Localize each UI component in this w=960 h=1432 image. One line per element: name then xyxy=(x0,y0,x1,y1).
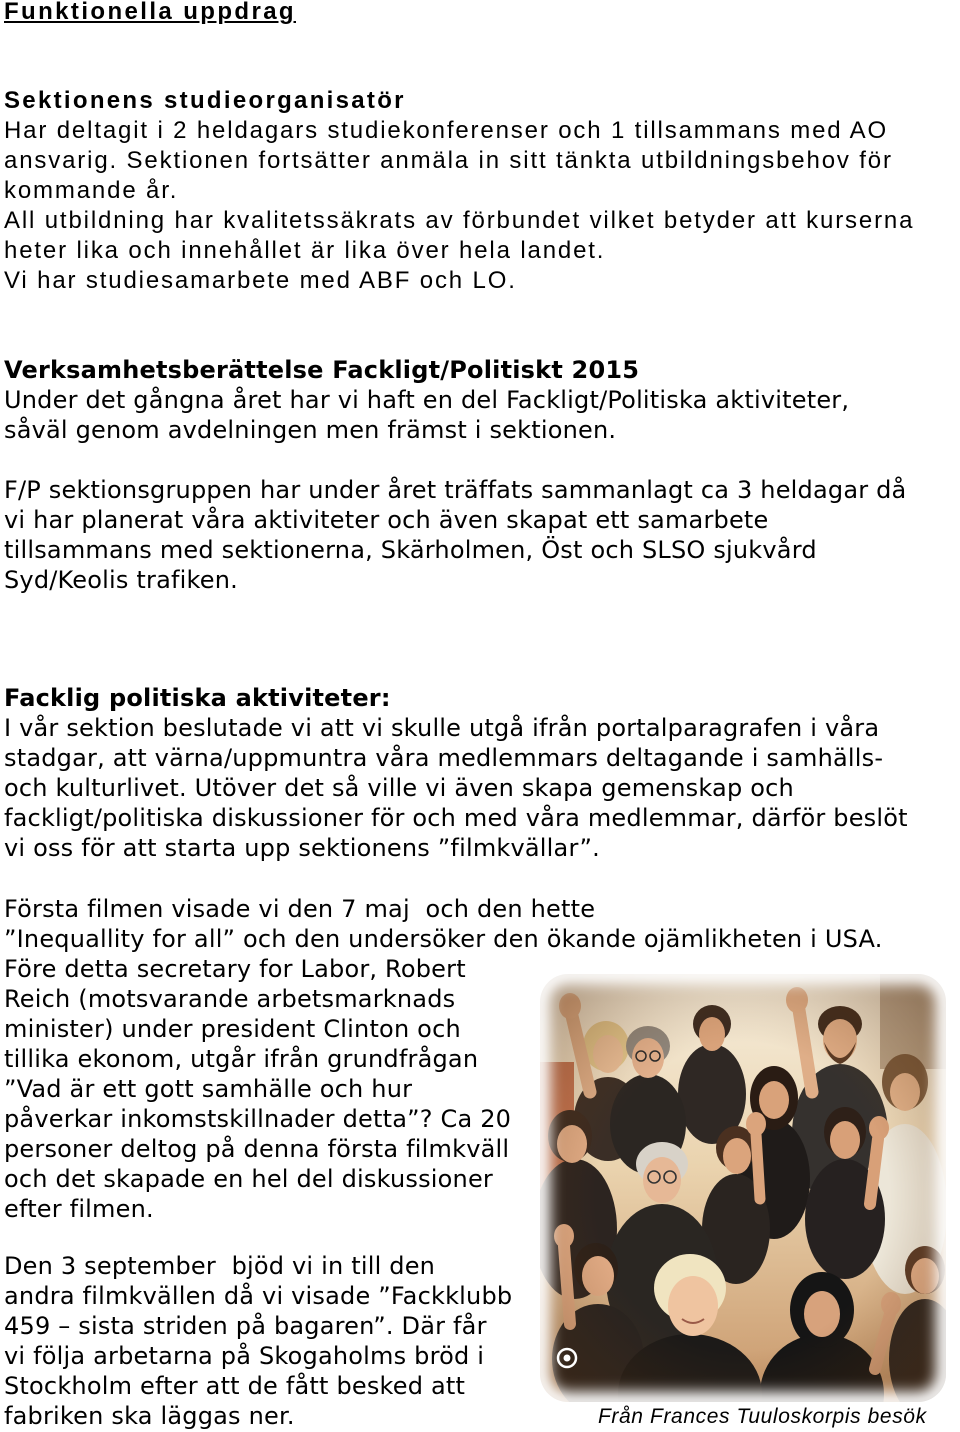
paragraph-line: F/P sektionsgruppen har under året träffats sammanlagt ca 3 heldagar då xyxy=(4,476,907,504)
paragraph-line: andra filmkvällen då vi visade ”Fackklubb xyxy=(4,1282,513,1310)
paragraph-line: Syd/Keolis trafiken. xyxy=(4,566,238,594)
paragraph-line: minister) under president Clinton och xyxy=(4,1015,461,1043)
page-title: Funktionella uppdrag xyxy=(4,0,296,25)
group-photo-image xyxy=(540,974,946,1402)
paragraph-line: personer deltog på denna första filmkväll xyxy=(4,1135,510,1163)
activities-section xyxy=(4,683,908,863)
paragraph-line: fabriken ska läggas ner. xyxy=(4,1402,295,1430)
second-film-paragraph xyxy=(4,1251,512,1431)
paragraph-line: Vi har studiesamarbete med ABF och LO. xyxy=(4,267,517,294)
paragraph-line: tillsammans med sektionerna, Skärholmen, Öst och SLSO sjukvård xyxy=(4,536,817,564)
paragraph-line: och kulturlivet. Utöver det så ville vi även skapa gemenskap och xyxy=(4,774,794,802)
paragraph-line: Den 3 september bjöd vi in till den xyxy=(4,1252,436,1280)
section-heading: Verksamhetsberättelse Fackligt/Politiskt 2015 xyxy=(4,356,640,384)
paragraph-line: och det skapade en hel del diskussioner xyxy=(4,1165,493,1193)
paragraph-line: vi oss för att starta upp sektionens ”filmkvällar”. xyxy=(4,834,600,862)
paragraph-line: heter lika och innehållet är lika över hela landet. xyxy=(4,237,606,264)
paragraph-line: 459 – sista striden på bagaren”. Där får xyxy=(4,1312,487,1340)
paragraph-line: Under det gångna året har vi haft en del Fackligt/Politiska aktiviteter, xyxy=(4,386,850,414)
paragraph-line: vi har planerat våra aktiviteter och även skapat ett samarbete xyxy=(4,506,769,534)
paragraph-line: Stockholm efter att de fått besked att xyxy=(4,1372,466,1400)
paragraph-line: vi följa arbetarna på Skogaholms bröd i xyxy=(4,1342,485,1370)
paragraph-line: I vår sektion beslutade vi att vi skulle utgå ifrån portalparagrafen i våra xyxy=(4,714,880,742)
paragraph-line: fackligt/politiska diskussioner för och med våra medlemmar, därför beslöt xyxy=(4,804,908,832)
photo-caption: Från Frances Tuuloskorpis besök xyxy=(598,1405,927,1428)
paragraph-line: Reich (motsvarande arbetsmarknads xyxy=(4,985,456,1013)
annual-report-section xyxy=(4,355,849,445)
photo-vignette xyxy=(540,974,946,1402)
paragraph-line: efter filmen. xyxy=(4,1195,154,1223)
paragraph-line: Har deltagit i 2 heldagars studiekonferenser och 1 tillsammans med AO xyxy=(4,117,889,144)
fp-group-paragraph xyxy=(4,475,906,595)
page-header xyxy=(4,0,296,26)
paragraph-line: tillika ekonom, utgår ifrån grundfrågan xyxy=(4,1045,479,1073)
section-heading: Sektionens studieorganisatör xyxy=(4,87,406,114)
paragraph-line: kommande år. xyxy=(4,177,179,204)
paragraph-line: stadgar, att värna/uppmuntra våra medlemmars deltagande i samhälls- xyxy=(4,744,884,772)
paragraph-line: ”Vad är ett gott samhälle och hur xyxy=(4,1075,413,1103)
paragraph-line: All utbildning har kvalitetssäkrats av förbundet vilket betyder att kurserna xyxy=(4,207,915,234)
study-organizer-section xyxy=(4,86,914,296)
section-heading: Facklig politiska aktiviteter: xyxy=(4,684,391,712)
paragraph-line: Före detta secretary for Labor, Robert xyxy=(4,955,466,983)
group-photo xyxy=(540,974,946,1402)
paragraph-line: ansvarig. Sektionen fortsätter anmäla in sitt tänkta utbildningsbehov för xyxy=(4,147,893,174)
paragraph-line: ”Inequallity for all” och den undersöker den ökande ojämlikheten i USA. xyxy=(4,925,883,953)
paragraph-line: påverkar inkomstskillnader detta”? Ca 20 xyxy=(4,1105,512,1133)
paragraph-line: såväl genom avdelningen men främst i sektionen. xyxy=(4,416,617,444)
paragraph-line: Första filmen visade vi den 7 maj och den hette xyxy=(4,895,596,923)
